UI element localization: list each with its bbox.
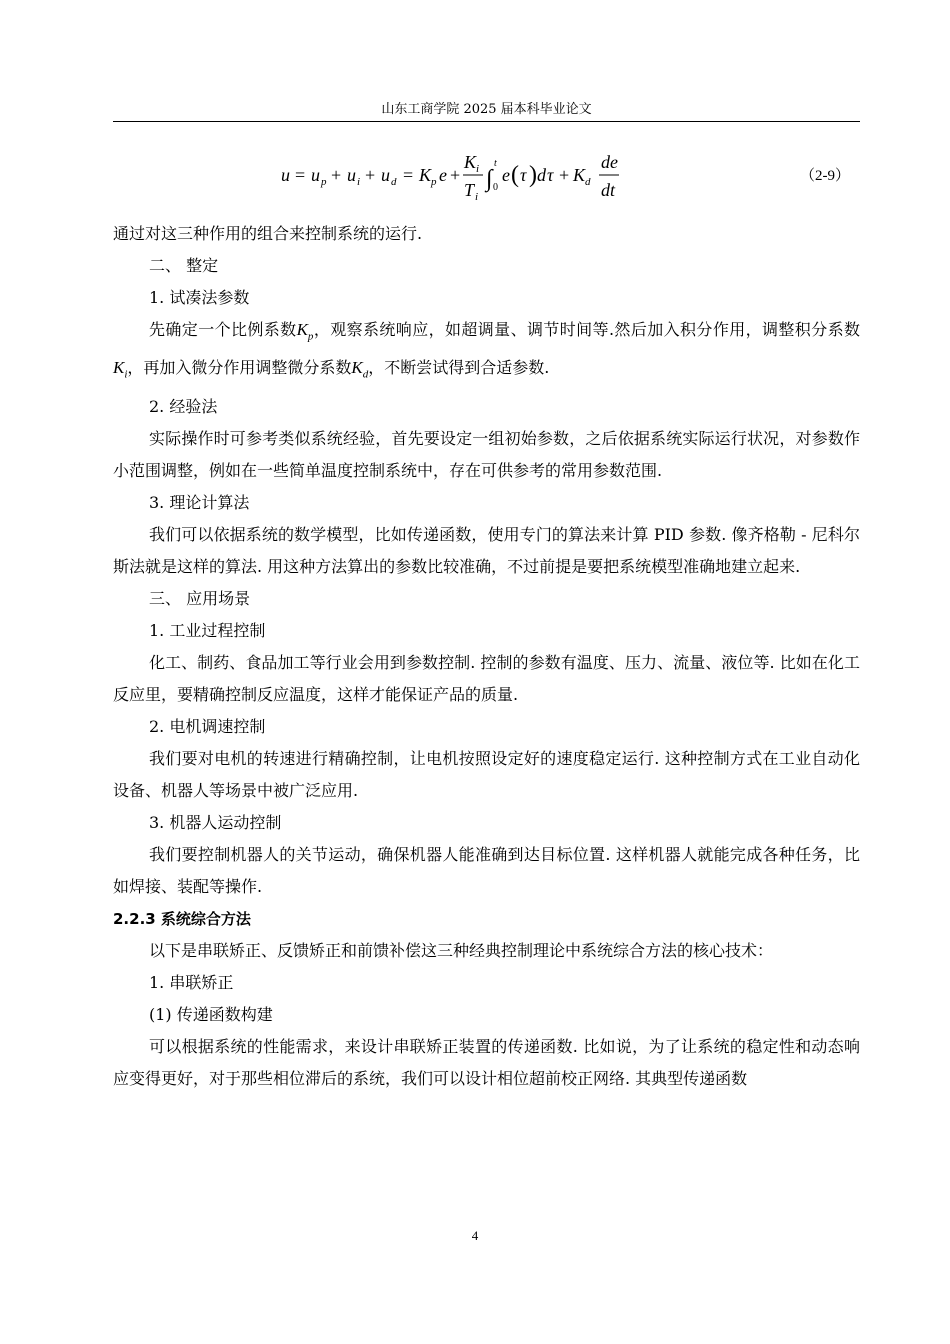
svg-text:u: u bbox=[281, 165, 290, 185]
heading-2-2-3: 2.2.3 系统综合方法 bbox=[113, 909, 251, 928]
paragraph-experience-method: 实际操作时可参考类似系统经验，首先要设定一组初始参数，之后依据系统实际运行状况，对参数作小范围调整，例如在一些简单温度控制系统中，存在可供参考的常用参数范围. bbox=[113, 428, 860, 480]
svg-text:=: = bbox=[403, 165, 414, 185]
running-header: 山东工商学院 2025 届本科毕业论文 bbox=[381, 102, 592, 117]
svg-text:p: p bbox=[321, 176, 327, 188]
page-number: 4 bbox=[471, 1228, 479, 1243]
svg-text:τ: τ bbox=[547, 165, 554, 185]
svg-text:0: 0 bbox=[493, 182, 498, 193]
paragraph-trial-method bbox=[113, 314, 860, 391]
kp-symbol: $K_p$ bbox=[296, 320, 314, 343]
subsection-heading: 1. 试凑法参数 bbox=[149, 288, 250, 307]
svg-text:dt: dt bbox=[601, 180, 616, 200]
svg-text:d: d bbox=[537, 165, 546, 185]
section-heading: 三、 应用场景 bbox=[149, 588, 251, 608]
subsection-heading: 3. 理论计算法 bbox=[149, 492, 250, 512]
paragraph-theoretical-method: 我们可以依据系统的数学模型，比如传递函数，使用专门的算法来计算 PID 参数. 像齐格勒 - 尼科尔斯法就是这样的算法. 用这种方法算出的参数比较准确，不过前提是要把系统模型准确地建立起来. bbox=[113, 524, 860, 576]
svg-text:t: t bbox=[494, 158, 497, 169]
paragraph-transfer-function: 可以根据系统的性能需求，来设计串联矫正装置的传递函数. 比如说，为了让系统的稳定性和动态响应变得更好，对于那些相位滞后的系统，我们可以设计相位超前校正网络. 其典型传递函数 bbox=[113, 1036, 860, 1088]
svg-text:K: K bbox=[419, 165, 432, 185]
pid-equation-formula bbox=[113, 146, 633, 202]
text-fragment: 先确定一个比例系数 bbox=[149, 320, 297, 339]
text-fragment: ，不断尝试得到合适参数. bbox=[368, 358, 550, 378]
svg-text:K: K bbox=[573, 165, 586, 185]
svg-text:de: de bbox=[601, 152, 618, 172]
equation-2-9 bbox=[113, 146, 860, 202]
svg-text:∫: ∫ bbox=[486, 166, 493, 192]
section-heading: 二、 整定 bbox=[149, 256, 219, 275]
svg-text:T: T bbox=[464, 180, 475, 200]
svg-text:e: e bbox=[502, 165, 510, 185]
svg-text:K: K bbox=[464, 152, 477, 172]
ki-symbol: $K_i$ bbox=[113, 358, 128, 381]
svg-text:i: i bbox=[357, 176, 361, 188]
svg-text:u: u bbox=[381, 165, 390, 185]
paragraph-industrial-control: 化工、制药、食品加工等行业会用到参数控制. 控制的参数有温度、压力、流量、液位等. 比如在化工反应里，要精确控制反应温度，这样才能保证产品的质量. bbox=[113, 652, 860, 704]
svg-text:+: + bbox=[450, 165, 461, 185]
svg-text:i: i bbox=[475, 191, 479, 202]
svg-text:p: p bbox=[431, 176, 437, 188]
svg-text:+: + bbox=[559, 165, 570, 185]
svg-text:=: = bbox=[295, 165, 306, 185]
text-fragment: ，再加入微分作用调整微分系数 bbox=[127, 358, 352, 378]
svg-text:(: ( bbox=[511, 162, 519, 188]
svg-text:τ: τ bbox=[520, 165, 527, 185]
svg-text:d: d bbox=[585, 176, 591, 188]
subsection-heading: 2. 经验法 bbox=[149, 396, 218, 416]
kd-symbol: $K_d$ bbox=[351, 358, 369, 381]
paragraph-robot-control: 我们要控制机器人的关节运动，确保机器人能准确到达目标位置. 这样机器人就能完成各种任务，比如焊接、装配等操作. bbox=[113, 844, 860, 896]
subsection-heading: 1. 串联矫正 bbox=[149, 972, 234, 992]
svg-text:u: u bbox=[311, 165, 320, 185]
equation-number: （2-9） bbox=[800, 168, 850, 184]
svg-text:u: u bbox=[347, 165, 356, 185]
svg-text:+: + bbox=[365, 165, 376, 185]
svg-text:e: e bbox=[439, 165, 447, 185]
svg-text:): ) bbox=[529, 162, 537, 188]
header-rule bbox=[113, 121, 860, 122]
paragraph-synthesis-intro: 以下是串联矫正、反馈矫正和前馈补偿这三种经典控制理论中系统综合方法的核心技术： bbox=[149, 940, 774, 960]
text-line: 通过对这三种作用的组合来控制系统的运行. bbox=[113, 224, 423, 243]
subsection-heading: (1) 传递函数构建 bbox=[149, 1004, 273, 1024]
subsection-heading: 3. 机器人运动控制 bbox=[149, 812, 282, 832]
text-fragment: ，观察系统响应，如超调量、调节时间等.然后加入积分作用，调整积分系数 bbox=[313, 320, 860, 339]
page-body bbox=[113, 218, 860, 1095]
svg-text:d: d bbox=[391, 176, 397, 188]
svg-text:i: i bbox=[476, 163, 480, 175]
subsection-heading: 2. 电机调速控制 bbox=[149, 716, 266, 736]
svg-text:+: + bbox=[331, 165, 342, 185]
paragraph-motor-control: 我们要对电机的转速进行精确控制，让电机按照设定好的速度稳定运行. 这种控制方式在工业自动化设备、机器人等场景中被广泛应用. bbox=[113, 748, 860, 800]
subsection-heading: 1. 工业过程控制 bbox=[149, 620, 266, 640]
